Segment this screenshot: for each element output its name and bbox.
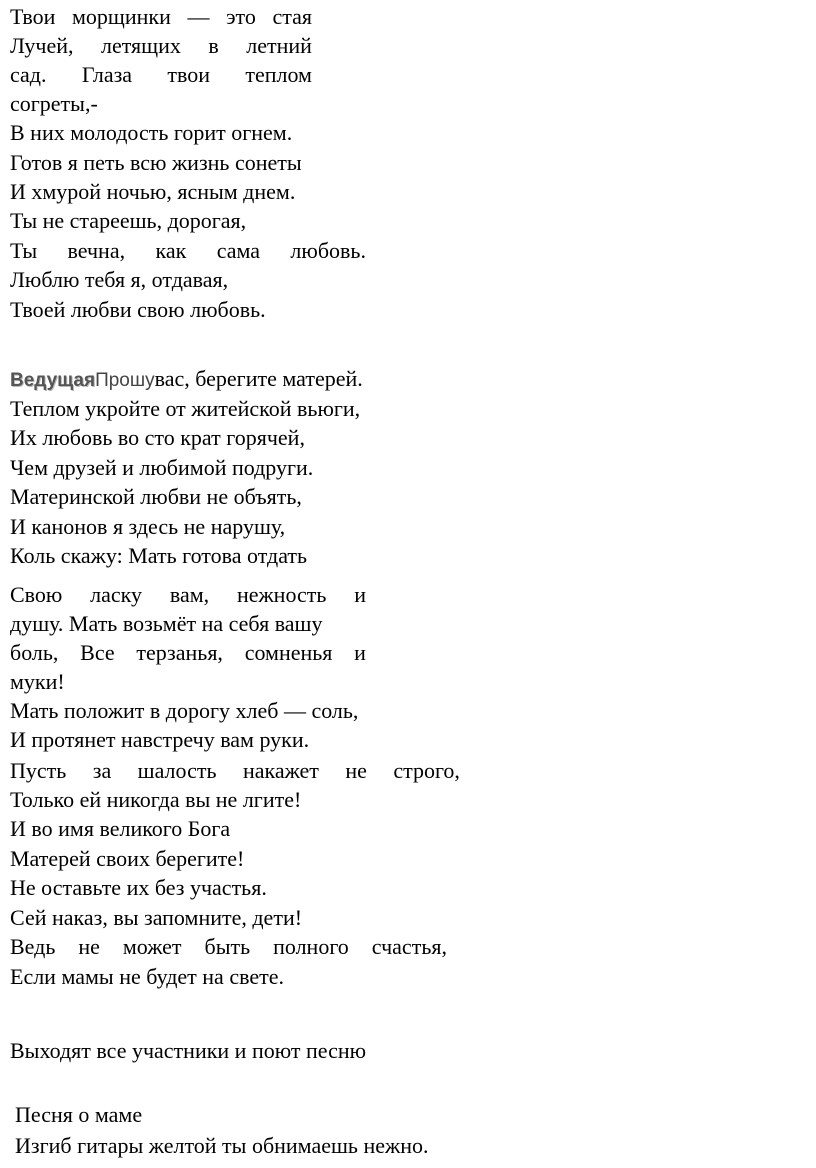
poem-line (10, 236, 366, 266)
speaker-block (10, 366, 155, 396)
speaker-label: Ведущая (10, 370, 96, 391)
word: полного (273, 934, 349, 959)
word: стая (272, 4, 312, 29)
poem-line: И хмурой ночью, ясным днем. (10, 179, 296, 204)
word: и (354, 582, 366, 607)
word: Глаза (81, 62, 133, 87)
word: теплом (245, 62, 312, 87)
word: терзанья, (136, 640, 223, 665)
word: не (345, 758, 367, 783)
poem-line: Мать положит в дорогу хлеб — соль, (10, 698, 359, 723)
word: летний (246, 33, 312, 58)
poem-line: Ты не стареешь, дорогая, (10, 208, 247, 233)
word: Свою (10, 582, 63, 607)
word: твои (167, 62, 211, 87)
word: летящих (100, 33, 181, 58)
word: ласку (90, 582, 143, 607)
poem-line: Материнской любви не объять, (10, 484, 302, 509)
poem-line: Если мамы не будет на свете. (10, 964, 284, 989)
poem-line: согреты,- (10, 91, 98, 116)
word: может (122, 934, 182, 959)
word: сама (216, 238, 261, 263)
word: вечна, (67, 238, 126, 263)
poem-line: муки! (10, 669, 65, 694)
poem-line: душу. Мать возьмёт на себя вашу (10, 611, 323, 636)
poem-line (10, 580, 366, 610)
word: не (78, 934, 100, 959)
poem-line: Не оставьте их без участья. (10, 875, 267, 900)
speaker-word: Прошу (95, 370, 155, 391)
word: любовь. (290, 238, 366, 263)
word: строго, (393, 758, 460, 783)
poem-line: Их любовь во сто крат горячей, (10, 425, 305, 450)
poem-line (10, 60, 312, 90)
poem-line-text: вас, берегите матерей. (154, 366, 363, 391)
poem-line: Матерей своих берегите! (10, 846, 245, 871)
poem-line (10, 756, 460, 786)
song-line: Изгиб гитары желтой ты обнимаешь нежно. (15, 1133, 429, 1158)
word: как (155, 238, 187, 263)
poem-line: Готов я петь всю жизнь сонеты (10, 150, 302, 175)
stage-direction: Выходят все участники и поют песню (10, 1038, 367, 1063)
poem-line: В них молодость горит огнем. (10, 120, 293, 145)
word: быть (204, 934, 251, 959)
poem-line: Теплом укройте от житейской вьюги, (10, 396, 361, 421)
word: в (208, 33, 219, 58)
poem-line-with-speaker (10, 364, 363, 396)
word: морщинки (71, 4, 171, 29)
word: за (92, 758, 112, 783)
word: боль, (10, 640, 59, 665)
poem-line: Твоей любви свою любовь. (10, 297, 266, 322)
poem-line: Только ей никогда вы не лгите! (10, 787, 302, 812)
word: шалость (137, 758, 217, 783)
poem-line: Коль скажу: Мать готова отдать (10, 543, 308, 568)
word: и (354, 640, 366, 665)
poem-line: Сей наказ, вы запомните, дети! (10, 905, 303, 930)
word: сомненья (244, 640, 333, 665)
word: Все (80, 640, 115, 665)
word: нежность (236, 582, 327, 607)
poem-line (10, 932, 447, 962)
word: счастья, (371, 934, 447, 959)
word: вам, (169, 582, 210, 607)
word: это (226, 4, 256, 29)
word: Ты (10, 238, 38, 263)
poem-line: Люблю тебя я, отдавая, (10, 267, 229, 292)
song-title: Песня о маме (15, 1102, 143, 1127)
word: Ведь (10, 934, 56, 959)
word: Лучей, (10, 33, 74, 58)
word: накажет (242, 758, 319, 783)
word: — (187, 4, 210, 29)
word: Пусть (10, 758, 67, 783)
word: сад. (10, 62, 47, 87)
poem-line: И канонов я здесь не нарушу, (10, 514, 286, 539)
poem-line: Чем друзей и любимой подруги. (10, 455, 314, 480)
word: Твои (10, 4, 56, 29)
poem-line (10, 31, 312, 61)
poem-line (10, 638, 366, 668)
poem-line: И во имя великого Бога (10, 816, 231, 841)
poem-line (10, 2, 312, 32)
poem-line: И протянет навстречу вам руки. (10, 727, 310, 752)
